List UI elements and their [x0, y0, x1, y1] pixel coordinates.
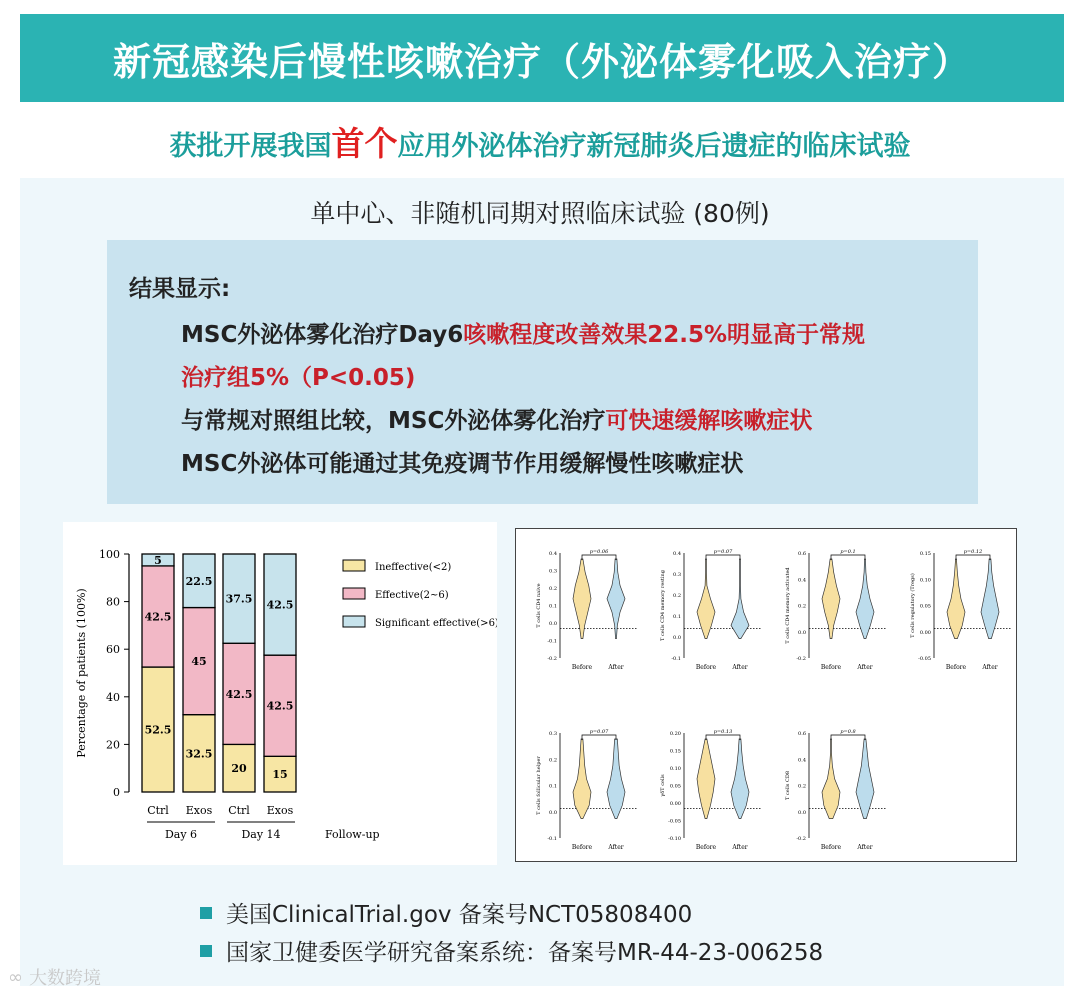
- violin-y-tick-label: 0.3: [673, 572, 681, 578]
- subtitle: [0, 118, 1080, 165]
- violin-y-tick-label: -0.05: [668, 818, 681, 825]
- legend-swatch: [343, 560, 365, 571]
- violin-shape: [947, 559, 965, 639]
- violin-y-axis-label: T cells CD4 memory resting: [660, 570, 666, 641]
- violin-y-tick-label: 0.6: [798, 731, 806, 737]
- violin-y-tick-label: 0.10: [669, 766, 681, 772]
- registration-us: [200, 896, 692, 929]
- violin-y-tick-label: -0.2: [547, 656, 557, 662]
- violin-plots: [516, 529, 1016, 861]
- watermark: [8, 964, 101, 990]
- violin-y-tick-label: 0.4: [798, 577, 806, 584]
- title-banner: [20, 14, 1064, 102]
- result-line-2: 治疗组5%（P<0.05): [181, 365, 416, 391]
- results-box: [107, 240, 978, 504]
- bullet-square-icon: [200, 945, 212, 957]
- p-value-label: p=0.13: [713, 729, 733, 735]
- violin-y-tick-label: 0.4: [798, 757, 806, 764]
- results-label: 结果显示:: [129, 276, 231, 302]
- subtitle-pre: 获批开展我国: [169, 131, 332, 162]
- result-line-1-text: MSC外泌体雾化治疗Day6: [181, 322, 464, 348]
- violin-x-label: Before: [945, 664, 967, 671]
- x-tick-label: Ctrl: [228, 804, 250, 817]
- data-label: 37.5: [225, 592, 253, 606]
- data-label: 52.5: [144, 723, 172, 737]
- violin-shape: [822, 559, 840, 639]
- violin-y-tick-label: 0.1: [673, 614, 681, 620]
- result-line-4: MSC外泌体可能通过其免疫调节作用缓解慢性咳嗽症状: [181, 451, 744, 477]
- violin-y-tick-label: 0.15: [919, 551, 931, 557]
- violin-y-tick-label: 0.2: [798, 783, 806, 790]
- data-label: 32.5: [185, 747, 213, 761]
- violin-y-tick-label: 0.0: [549, 809, 557, 816]
- violin-x-label: After: [857, 664, 873, 671]
- violin-y-axis-label: T cells CD4 naive: [536, 583, 542, 628]
- violin-shape: [856, 559, 874, 639]
- violin-x-label: Before: [820, 664, 842, 671]
- page-title: 新冠感染后慢性咳嗽治疗（外泌体雾化吸入治疗）: [112, 39, 971, 84]
- watermark-text: 大数跨境: [29, 968, 101, 989]
- x-tick-label: Exos: [266, 804, 294, 817]
- result-line-3-highlight: 可快速缓解咳嗽症状: [605, 408, 813, 434]
- violin-x-label: After: [608, 844, 624, 851]
- violin-shape: [607, 739, 625, 819]
- data-label: 15: [272, 768, 288, 782]
- violin-chart-card: [515, 528, 1017, 862]
- data-label: 42.5: [225, 687, 253, 701]
- p-value-label: p=0.8: [840, 729, 856, 735]
- violin-shape: [856, 739, 874, 819]
- violin-x-label: Before: [820, 844, 842, 851]
- violin-y-axis-label: T cells regulatory (Tregs): [910, 573, 916, 638]
- violin-y-tick-label: 0.1: [549, 603, 557, 610]
- violin-shape: [822, 739, 840, 819]
- violin-y-tick-label: 0.4: [673, 551, 681, 557]
- violin-y-axis-label: T cells CD4 memory activated: [785, 567, 791, 644]
- violin-y-tick-label: 0.0: [798, 629, 806, 636]
- legend-swatch: [343, 588, 365, 599]
- significance-bracket: [706, 555, 740, 560]
- violin-x-label: After: [732, 844, 748, 851]
- registration-cn: [200, 934, 823, 967]
- significance-bracket: [831, 555, 865, 560]
- violin-y-tick-label: 0.05: [669, 783, 681, 790]
- violin-y-tick-label: -0.2: [796, 836, 806, 842]
- violin-shape: [697, 559, 715, 639]
- watermark-logo-icon: ∞: [8, 966, 23, 988]
- violin-y-tick-label: 0.05: [919, 603, 931, 610]
- legend-swatch: [343, 616, 365, 627]
- violin-shape: [697, 739, 715, 819]
- violin-y-tick-label: 0.0: [549, 621, 557, 627]
- y-axis-label: Percentage of patients (100%): [75, 588, 88, 758]
- x-tick-label: Exos: [185, 804, 213, 817]
- violin-y-tick-label: -0.1: [547, 638, 557, 645]
- violin-y-axis-label: γδT cells: [660, 774, 666, 797]
- significance-bracket: [582, 555, 616, 560]
- violin-y-tick-label: 0.2: [549, 757, 557, 764]
- y-tick-label: 100: [99, 548, 120, 561]
- violin-x-label: Before: [695, 844, 717, 851]
- violin-y-tick-label: 0.15: [669, 748, 681, 755]
- violin-x-label: After: [857, 844, 873, 851]
- violin-shape: [573, 739, 591, 819]
- p-value-label: p=0.12: [963, 549, 983, 555]
- violin-x-label: Before: [571, 664, 593, 671]
- legend-label: Ineffective(<2): [375, 562, 452, 573]
- violin-y-tick-label: -0.2: [796, 656, 806, 662]
- result-line-3-text: 与常规对照组比较，MSC外泌体雾化治疗: [181, 408, 606, 434]
- subtitle-highlight: 首个: [331, 124, 398, 163]
- violin-x-label: Before: [571, 844, 593, 851]
- violin-y-tick-label: 0.2: [549, 586, 557, 592]
- p-value-label: p=0.07: [589, 729, 609, 735]
- group-label: Day 14: [241, 828, 281, 841]
- y-tick-label: 80: [106, 595, 120, 609]
- violin-y-tick-label: -0.1: [671, 656, 681, 662]
- group-axis-label: Follow-up: [325, 828, 380, 841]
- violin-y-tick-label: 0.6: [798, 551, 806, 557]
- y-tick-label: 40: [106, 690, 120, 704]
- bar-chart-card: [63, 522, 497, 865]
- data-label: 42.5: [144, 610, 172, 624]
- violin-y-tick-label: 0.10: [919, 577, 931, 584]
- violin-y-tick-label: -0.1: [547, 836, 557, 842]
- trial-type: 单中心、非随机同期对照临床试验 (80例): [310, 199, 770, 228]
- violin-y-tick-label: -0.10: [668, 836, 681, 842]
- y-tick-label: 20: [106, 738, 120, 752]
- violin-x-label: After: [732, 664, 748, 671]
- registration-us-text: 美国ClinicalTrial.gov 备案号NCT05808400: [226, 902, 693, 928]
- violin-y-axis-label: T cells follicular helper: [536, 756, 542, 815]
- y-tick-label: 0: [113, 786, 120, 799]
- result-line-1-highlight: 咳嗽程度改善效果22.5%明显高于常规: [463, 322, 866, 348]
- data-label: 42.5: [266, 598, 294, 612]
- legend-label: Effective(2~6): [375, 590, 449, 601]
- result-line-1: [181, 316, 865, 349]
- p-value-label: p=0.07: [713, 549, 733, 555]
- violin-y-tick-label: 0.20: [669, 731, 681, 737]
- group-label: Day 6: [164, 828, 198, 841]
- violin-y-tick-label: 0.3: [549, 731, 557, 737]
- subtitle-post: 应用外泌体治疗新冠肺炎后遗症的临床试验: [397, 131, 911, 162]
- bullet-square-icon: [200, 907, 212, 919]
- data-label: 45: [191, 655, 207, 669]
- legend-label: Significant effective(>6): [375, 618, 497, 629]
- violin-y-axis-label: T cells CD8: [785, 770, 791, 801]
- violin-y-tick-label: 0.1: [549, 783, 557, 790]
- data-label: 42.5: [266, 699, 294, 713]
- violin-y-tick-label: 0.4: [549, 551, 557, 557]
- violin-y-tick-label: 0.2: [673, 593, 681, 599]
- registration-cn-text: 国家卫健委医学研究备案系统：备案号MR-44-23-006258: [226, 940, 824, 966]
- violin-x-label: After: [982, 664, 998, 671]
- violin-shape: [981, 559, 999, 639]
- stacked-bar-chart: [63, 522, 497, 865]
- violin-x-label: After: [608, 664, 624, 671]
- data-label: 5: [154, 553, 162, 567]
- data-label: 20: [231, 762, 247, 776]
- x-tick-label: Ctrl: [147, 804, 169, 817]
- violin-shape: [731, 739, 749, 819]
- violin-y-tick-label: 0.00: [669, 801, 681, 807]
- result-line-3: [181, 402, 812, 435]
- violin-y-tick-label: 0.2: [798, 603, 806, 610]
- violin-y-tick-label: 0.00: [919, 629, 931, 636]
- significance-bracket: [706, 735, 740, 740]
- violin-y-tick-label: -0.05: [918, 656, 931, 662]
- y-tick-label: 60: [106, 643, 120, 657]
- violin-x-label: Before: [695, 664, 717, 671]
- p-value-label: p=0.06: [589, 549, 609, 555]
- violin-y-tick-label: 0.3: [549, 568, 557, 575]
- violin-shape: [731, 559, 749, 639]
- violin-y-tick-label: 0.0: [798, 809, 806, 816]
- p-value-label: p=0.1: [840, 549, 856, 555]
- data-label: 22.5: [185, 574, 213, 588]
- significance-bracket: [831, 735, 865, 740]
- significance-bracket: [582, 735, 616, 740]
- significance-bracket: [956, 555, 990, 560]
- violin-shape: [573, 559, 591, 639]
- violin-shape: [607, 559, 625, 639]
- violin-y-tick-label: 0.0: [673, 635, 681, 641]
